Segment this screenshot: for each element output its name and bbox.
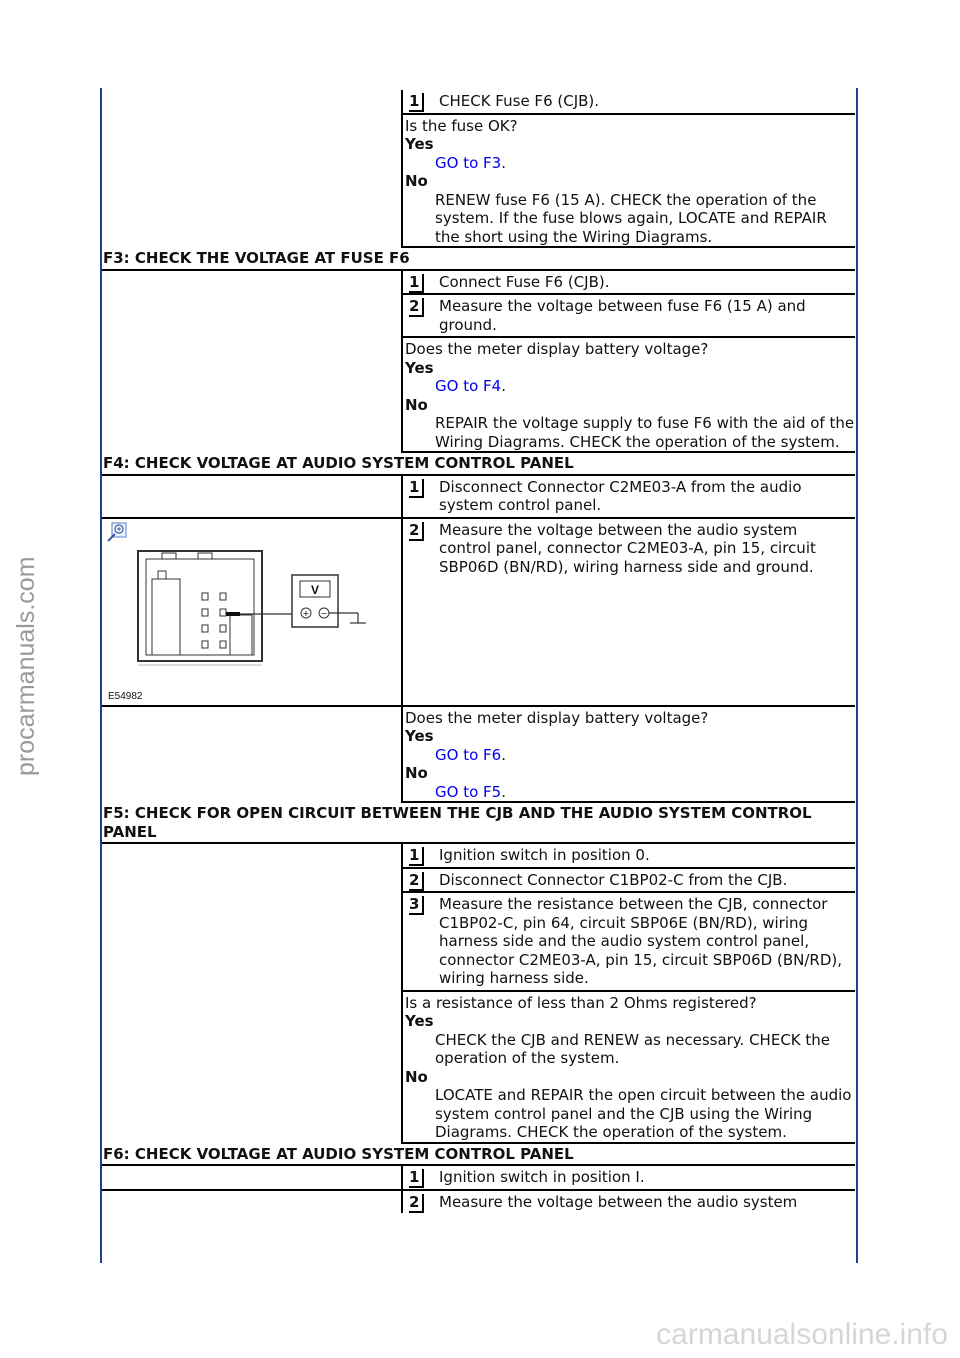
- step-row: [405, 893, 855, 990]
- left-blank-cell: [102, 1165, 402, 1190]
- probe-plus-icon: +: [302, 608, 310, 618]
- yes-label: Yes: [405, 727, 434, 745]
- step-number: 2: [409, 298, 424, 317]
- step-row: [405, 1166, 855, 1189]
- left-blank-cell: [102, 843, 402, 1143]
- step-number: 2: [409, 522, 424, 541]
- step-number: 1: [409, 847, 424, 866]
- step-text: Measure the voltage between the audio system: [439, 1192, 798, 1211]
- step-text: Disconnect Connector C1BP02-C from the CJB.: [439, 870, 788, 889]
- no-answer-text: LOCATE and REPAIR the open circuit between the audio system control panel and the CJB using the Wiring Diagrams. CHECK the operation of the system.: [435, 1086, 852, 1141]
- step-text: Measure the resistance between the CJB, connector C1BP02-C, pin 64, circuit SBP06E (BN/RD), wiring harness side and the audio system control panel, connector C2ME03-A, pin 15, circuit SBP06D (BN/RD), wiring harness side.: [439, 895, 842, 987]
- yes-label: Yes: [405, 135, 434, 153]
- step-row: [405, 1191, 855, 1214]
- step-row: [405, 476, 855, 517]
- step-text: Measure the voltage between fuse F6 (15 A) and ground.: [439, 297, 806, 334]
- yes-answer-text: CHECK the CJB and RENEW as necessary. CHECK the operation of the system.: [435, 1030, 831, 1067]
- step-text: CHECK Fuse F6 (CJB).: [439, 92, 600, 110]
- section-header: F6: CHECK VOLTAGE AT AUDIO SYSTEM CONTROL PANEL: [102, 1143, 855, 1166]
- step-text: Measure the voltage between the audio system control panel, connector C2ME03-A, pin 15, circuit SBP06D (BN/RD), wiring harness side and ground.: [439, 520, 816, 576]
- question-text: Is a resistance of less than 2 Ohms registered?: [405, 993, 757, 1012]
- zoom-icon[interactable]: [108, 523, 126, 541]
- figure-cell: [102, 518, 402, 706]
- section-header: F3: CHECK THE VOLTAGE AT FUSE F6: [102, 247, 855, 270]
- step-text: Connect Fuse F6 (CJB).: [439, 272, 610, 291]
- page-right-rule: [856, 88, 858, 1263]
- yes-label: Yes: [405, 358, 434, 377]
- step-number: 3: [409, 896, 424, 915]
- step-number: 2: [409, 1194, 424, 1213]
- step-number: 1: [409, 479, 424, 498]
- no-label: No: [405, 764, 428, 782]
- step-number: 1: [409, 274, 424, 293]
- step-number: 1: [409, 93, 424, 112]
- goto-link[interactable]: GO to F6: [435, 745, 502, 764]
- step-row: [405, 519, 855, 705]
- step-row: [405, 869, 855, 892]
- step-text: Ignition switch in position 0.: [439, 846, 650, 864]
- watermark-left: procarmanuals.com: [12, 556, 40, 776]
- step-row: [405, 271, 855, 294]
- watermark-bottom: carmanualsonline.info: [656, 1318, 948, 1351]
- left-blank-cell: [102, 1190, 402, 1214]
- left-blank-cell: [102, 270, 402, 453]
- question-text: Does the meter display battery voltage?: [405, 340, 709, 358]
- meter-unit-label: V: [310, 582, 320, 597]
- probe-minus-icon: −: [320, 608, 328, 618]
- figure: [102, 519, 401, 705]
- left-blank-cell: [102, 90, 402, 247]
- step-number: 2: [409, 872, 424, 891]
- voltmeter: [292, 575, 338, 627]
- no-label: No: [405, 395, 428, 414]
- no-answer-text: REPAIR the voltage supply to fuse F6 with the aid of the Wiring Diagrams. CHECK the operation of the system.: [435, 414, 855, 451]
- step-row: [405, 844, 855, 867]
- figure-id: E54982: [108, 690, 143, 702]
- no-answer-text: RENEW fuse F6 (15 A). CHECK the operation of the system. If the fuse blows again, LOCATE and REPAIR the short using the Wiring Diagrams.: [435, 190, 827, 246]
- diagnostic-procedure-table: 1 CHECK Fuse F6 (CJB). Is the fuse OK? Yes GO to F3. No RENEW fuse F6 (15 A). CHECK the operation of the system. If the fuse blows again, LOCATE and REPAIR the short using the Wiring Diagrams. F3: CHECK THE VOLTAGE AT FUSE F6 1 Connect Fuse F6 (CJB). 2 Measure the voltage between fuse F6 (15 A) and ground. Does the meter display battery voltage? Yes GO to F4. No REPAIR the voltage supply to fuse F6 with the aid of the Wiring Diagrams. CHECK the operation of the system. F4: CHECK VOLTAGE AT AUDIO SYSTEM CONTROL PANEL 1 Disconnect Connector C2ME03-A from the audio system control panel. V + − E54982 2 Measure the voltage between the audio system control panel, connector C2ME03-A, pin 15, circuit SBP06D (BN/RD), wiring harness side and ground. Does the meter display battery voltage? Yes GO to F6. No GO to F5. F5: CHECK FOR OPEN CIRCUIT BETWEEN THE CJB AND THE AUDIO SYSTEM CONTROL PANEL 1 Ignition switch in position 0. 2 Disconnect Connector C1BP02-C from the CJB. 3 Measure the resistance between the CJB, connector C1BP02-C, pin 64, circuit SBP06E (BN/RD), wiring harness side and the audio system control panel, connector C2ME03-A, pin 15, circuit SBP06D (BN/RD), wiring harness side. Is a resistance of less than 2 Ohms registered? Yes CHECK the CJB and RENEW as necessary. CHECK the operation of the system. No LOCATE and REPAIR the open circuit between the audio system control panel and the CJB using the Wiring Diagrams. CHECK the operation of the system. F6: CHECK VOLTAGE AT AUDIO SYSTEM CONTROL PANEL 1 Ignition switch in position I. 2 Measure the voltage between the audio system: [102, 90, 855, 1213]
- goto-link[interactable]: GO to F5: [435, 782, 502, 801]
- question-text: Does the meter display battery voltage?: [405, 708, 709, 727]
- yes-label: Yes: [405, 1012, 434, 1030]
- probe-tip: [226, 612, 240, 616]
- left-blank-cell: [102, 706, 402, 803]
- left-blank-cell: [102, 475, 402, 518]
- no-label: No: [405, 1067, 428, 1086]
- question-text: Is the fuse OK?: [405, 116, 518, 135]
- section-header: F5: CHECK FOR OPEN CIRCUIT BETWEEN THE CJB AND THE AUDIO SYSTEM CONTROL PANEL: [102, 802, 855, 843]
- step-row: [405, 295, 855, 336]
- step-row: [405, 90, 855, 113]
- step-text: Disconnect Connector C2ME03-A from the audio system control panel.: [439, 477, 802, 514]
- goto-link[interactable]: GO to F4: [435, 377, 502, 395]
- no-label: No: [405, 172, 428, 190]
- section-header: F4: CHECK VOLTAGE AT AUDIO SYSTEM CONTROL PANEL: [102, 452, 855, 475]
- audio-control-panel-connector: [138, 551, 262, 665]
- step-number: 1: [409, 1169, 424, 1188]
- wiring-figure: [102, 519, 400, 705]
- step-text: Ignition switch in position I.: [439, 1168, 645, 1186]
- goto-link[interactable]: GO to F3: [435, 153, 502, 172]
